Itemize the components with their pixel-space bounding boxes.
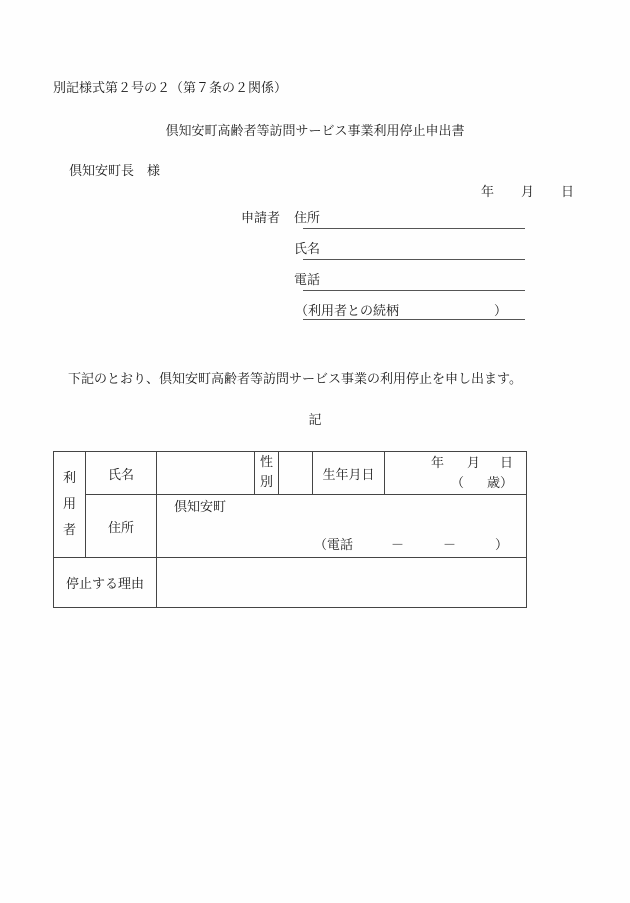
sex-field[interactable]: [279, 452, 313, 495]
phone-dash-2: －: [443, 538, 457, 553]
applicant-name-label: 氏名: [294, 242, 321, 257]
user-label-char-1: 利: [62, 470, 76, 486]
body-text: 下記のとおり、倶知安町高齢者等訪問サービス事業の利用停止を申し出ます。: [68, 372, 522, 387]
age-label: 歳）: [487, 476, 514, 491]
user-address-label-cell: [86, 495, 157, 558]
user-info-table: [53, 451, 527, 608]
date-month-label: 月: [521, 185, 535, 200]
user-name-label: 氏名: [107, 467, 134, 483]
applicant-name-field[interactable]: [303, 259, 525, 260]
applicant-phone-label: 電話: [294, 273, 321, 288]
address-prefix: 倶知安町: [174, 500, 227, 515]
user-label-char-2: 用: [62, 496, 76, 512]
birthdate-label: 生年月日: [322, 467, 375, 483]
ki-heading: 記: [308, 413, 322, 428]
sex-label-char-2: 別: [259, 475, 273, 490]
form-number: 別記様式第２号の２（第７条の２関係）: [53, 81, 288, 96]
birthdate-field[interactable]: [385, 452, 527, 495]
applicant-address-label: 住所: [294, 211, 321, 226]
reason-label-cell: [54, 558, 157, 608]
reason-field[interactable]: [157, 558, 527, 608]
user-label-char-3: 者: [62, 522, 76, 538]
user-name-field[interactable]: [157, 452, 255, 495]
form-title: 倶知安町高齢者等訪問サービス事業利用停止申出書: [165, 124, 465, 139]
relation-close-paren: ）: [494, 304, 508, 319]
relation-field[interactable]: [303, 319, 525, 320]
relation-label: （利用者との続柄: [295, 304, 400, 319]
user-name-label-cell: [86, 452, 157, 495]
phone-close-paren: ）: [495, 538, 509, 553]
user-phone-label: （電話: [314, 538, 354, 553]
date-day-label: 日: [561, 185, 575, 200]
applicant-phone-field[interactable]: [303, 290, 525, 291]
applicant-address-field[interactable]: [303, 228, 525, 229]
sex-label-char-1: 性: [259, 455, 273, 470]
date-year-label: 年: [481, 185, 495, 200]
birth-year-label: 年: [431, 456, 445, 471]
applicant-label: 申請者: [241, 211, 281, 226]
addressee: 倶知安町長 様: [69, 164, 161, 179]
user-address-label: 住所: [107, 520, 134, 536]
sex-label-cell: [255, 452, 279, 495]
age-open-paren: （: [451, 476, 465, 491]
user-label-cell: [54, 452, 86, 558]
reason-label: 停止する理由: [65, 577, 144, 592]
phone-dash-1: －: [391, 538, 405, 553]
user-address-field[interactable]: [157, 495, 527, 558]
birth-month-label: 月: [467, 456, 481, 471]
birth-day-label: 日: [500, 456, 514, 471]
birthdate-label-cell: [313, 452, 385, 495]
